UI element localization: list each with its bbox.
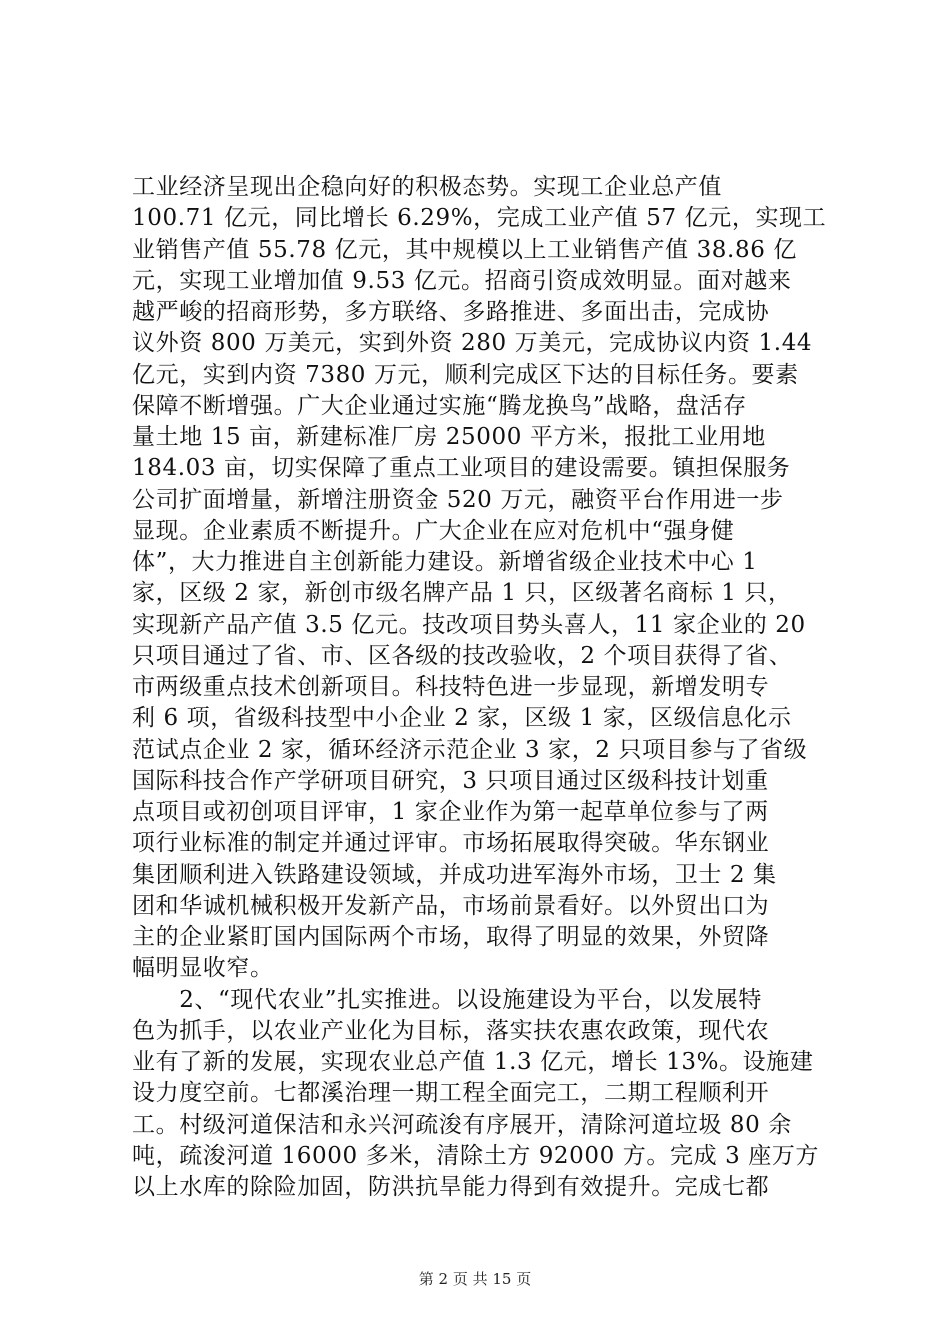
text-line: 工业经济呈现出企稳向好的积极态势。实现工企业总产值 [132,174,722,200]
document-body [132,172,832,1203]
text-line: 越严峻的招商形势，多方联络、多路推进、多面出击，完成协 [132,299,770,325]
text-line: 元，实现工业增加值 9.53 亿元。招商引资成效明显。面对越来 [132,267,792,294]
text-line: 184.03 亩，切实保障了重点工业项目的建设需要。镇担保服务 [132,455,791,482]
text-line: 业有了新的发展，实现农业总产值 1.3 亿元，增长 13%。设施建 [132,1049,814,1075]
page-number-label: 第 2 页 共 15 页 [418,1270,532,1288]
page-footer [0,1268,950,1289]
text-line: 业销售产值 55.78 亿元，其中规模以上工业销售产值 38.86 亿 [132,236,797,263]
text-line: 吨，疏浚河道 16000 多米，清除土方 92000 方。完成 3 座万方 [132,1142,820,1169]
text-line: 实现新产品产值 3.5 亿元。技改项目势头喜人，11 家企业的 20 [132,611,806,638]
text-line: 项行业标准的制定并通过评审。市场拓展取得突破。华东钢业 [132,830,770,857]
text-line: 工。村级河道保洁和永兴河疏浚有序展开，清除河道垃圾 80 余 [132,1111,792,1138]
text-line: 亿元，实到内资 7380 万元，顺利完成区下达的目标任务。要素 [132,361,799,388]
text-line: 100.71 亿元，同比增长 6.29%，完成工业产值 57 亿元，实现工 [132,205,827,232]
text-line: 体”，大力推进自主创新能力建设。新增省级企业技术中心 1 [132,549,758,575]
text-line: 主的企业紧盯国内国际两个市场，取得了明显的效果，外贸降 [132,924,770,950]
text-line: 市两级重点技术创新项目。科技特色进一步显现，新增发明专 [132,674,770,700]
text-line: 只项目通过了省、市、区各级的技改验收，2 个项目获得了省、 [132,642,793,669]
text-line: 以上水库的除险加固，防洪抗旱能力得到有效提升。完成七都 [132,1174,770,1200]
text-line: 设力度空前。七都溪治理一期工程全面完工，二期工程顺利开 [132,1080,770,1107]
text-line: 色为抓手，以农业产业化为目标，落实扶农惠农政策，现代农 [132,1017,770,1044]
text-line: 国际科技合作产学研项目研究，3 只项目通过区级科技计划重 [132,767,769,794]
text-line: 公司扩面增量，新增注册资金 520 万元，融资平台作用进一步 [132,486,784,513]
text-line: 议外资 800 万美元，实到外资 280 万美元，完成协议内资 1.44 [132,330,813,357]
text-line: 范试点企业 2 家，循环经济示范企业 3 家，2 只项目参与了省级 [132,736,808,763]
text-line: 幅明显收窄。 [132,955,274,982]
text-line: 显现。企业素质不断提升。广大企业在应对危机中“强身健 [132,517,735,544]
text-line: 量土地 15 亩，新建标准厂房 25000 平方米，报批工业用地 [132,424,766,450]
text-line: 2、“现代农业”扎实推进。以设施建设为平台，以发展特 [132,986,762,1013]
text-line: 团和华诚机械积极开发新产品，市场前景看好。以外贸出口为 [132,892,770,919]
text-line: 保障不断增强。广大企业通过实施“腾龙换鸟”战略，盘活存 [132,392,747,419]
text-line: 集团顺利进入铁路建设领域，并成功进军海外市场，卫士 2 集 [132,861,777,888]
text-line: 点项目或初创项目评审，1 家企业作为第一起草单位参与了两 [132,799,769,825]
text-line: 利 6 项，省级科技型中小企业 2 家，区级 1 家，区级信息化示 [132,705,792,732]
text-line: 家，区级 2 家，新创市级名牌产品 1 只，区级著名商标 1 只， [132,580,792,607]
